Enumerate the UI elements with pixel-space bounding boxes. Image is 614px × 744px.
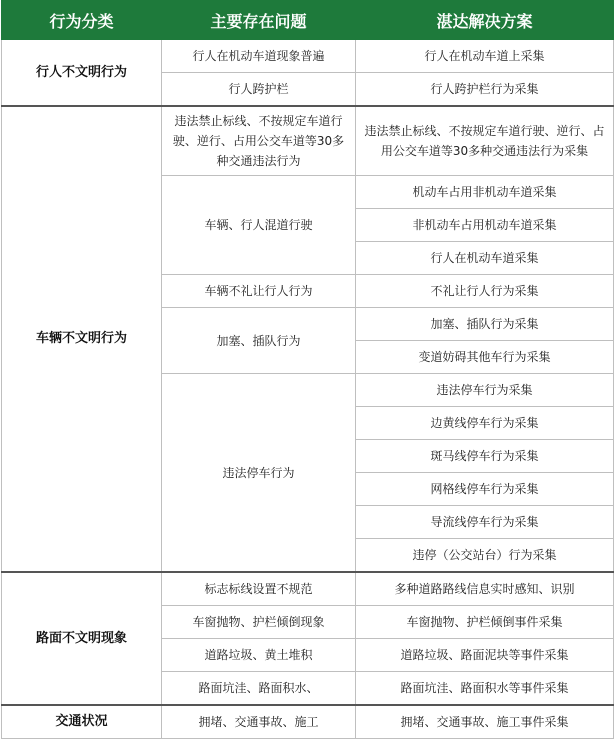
solution-cell: 拥堵、交通事故、施工事件采集 — [356, 705, 614, 739]
header-solution: 湛达解决方案 — [356, 1, 614, 40]
behavior-table — [1, 0, 614, 739]
problem-cell: 车辆不礼让行人行为 — [162, 275, 356, 308]
problem-cell: 车辆、行人混道行驶 — [162, 176, 356, 275]
table-row — [2, 106, 614, 176]
solution-cell: 网格线停车行为采集 — [356, 473, 614, 506]
problem-cell: 行人跨护栏 — [162, 73, 356, 107]
problem-cell: 违法停车行为 — [162, 374, 356, 573]
solution-cell: 路面坑洼、路面积水等事件采集 — [356, 672, 614, 706]
table-row — [2, 572, 614, 606]
solution-cell: 加塞、插队行为采集 — [356, 308, 614, 341]
solution-cell: 导流线停车行为采集 — [356, 506, 614, 539]
solution-cell: 斑马线停车行为采集 — [356, 440, 614, 473]
problem-cell: 行人在机动车道现象普遍 — [162, 40, 356, 73]
solution-cell: 道路垃圾、路面泥块等事件采集 — [356, 639, 614, 672]
solution-cell: 不礼让行人行为采集 — [356, 275, 614, 308]
problem-cell: 加塞、插队行为 — [162, 308, 356, 374]
solution-cell: 多种道路路线信息实时感知、识别 — [356, 572, 614, 606]
category-cell: 交通状况 — [2, 705, 162, 739]
header-problem: 主要存在问题 — [162, 1, 356, 40]
table-row — [2, 705, 614, 739]
problem-cell: 车窗抛物、护栏倾倒现象 — [162, 606, 356, 639]
solution-cell: 行人在机动车道采集 — [356, 242, 614, 275]
category-cell: 车辆不文明行为 — [2, 106, 162, 572]
solution-cell: 边黄线停车行为采集 — [356, 407, 614, 440]
problem-cell: 违法禁止标线、不按规定车道行驶、逆行、占用公交车道等30多种交通违法行为 — [162, 106, 356, 176]
problem-cell: 道路垃圾、黄土堆积 — [162, 639, 356, 672]
solution-cell: 行人跨护栏行为采集 — [356, 73, 614, 107]
solution-cell: 违法停车行为采集 — [356, 374, 614, 407]
category-cell: 行人不文明行为 — [2, 40, 162, 107]
problem-cell: 路面坑洼、路面积水、 — [162, 672, 356, 706]
problem-cell: 拥堵、交通事故、施工 — [162, 705, 356, 739]
solution-cell: 机动车占用非机动车道采集 — [356, 176, 614, 209]
solution-cell: 违停（公交站台）行为采集 — [356, 539, 614, 573]
header-row — [2, 1, 614, 40]
table-row — [2, 40, 614, 73]
solution-cell: 行人在机动车道上采集 — [356, 40, 614, 73]
header-category: 行为分类 — [2, 1, 162, 40]
solution-cell: 非机动车占用机动车道采集 — [356, 209, 614, 242]
category-cell: 路面不文明现象 — [2, 572, 162, 705]
problem-cell: 标志标线设置不规范 — [162, 572, 356, 606]
solution-cell: 车窗抛物、护栏倾倒事件采集 — [356, 606, 614, 639]
solution-cell: 变道妨碍其他车行为采集 — [356, 341, 614, 374]
solution-cell: 违法禁止标线、不按规定车道行驶、逆行、占用公交车道等30多种交通违法行为采集 — [356, 106, 614, 176]
